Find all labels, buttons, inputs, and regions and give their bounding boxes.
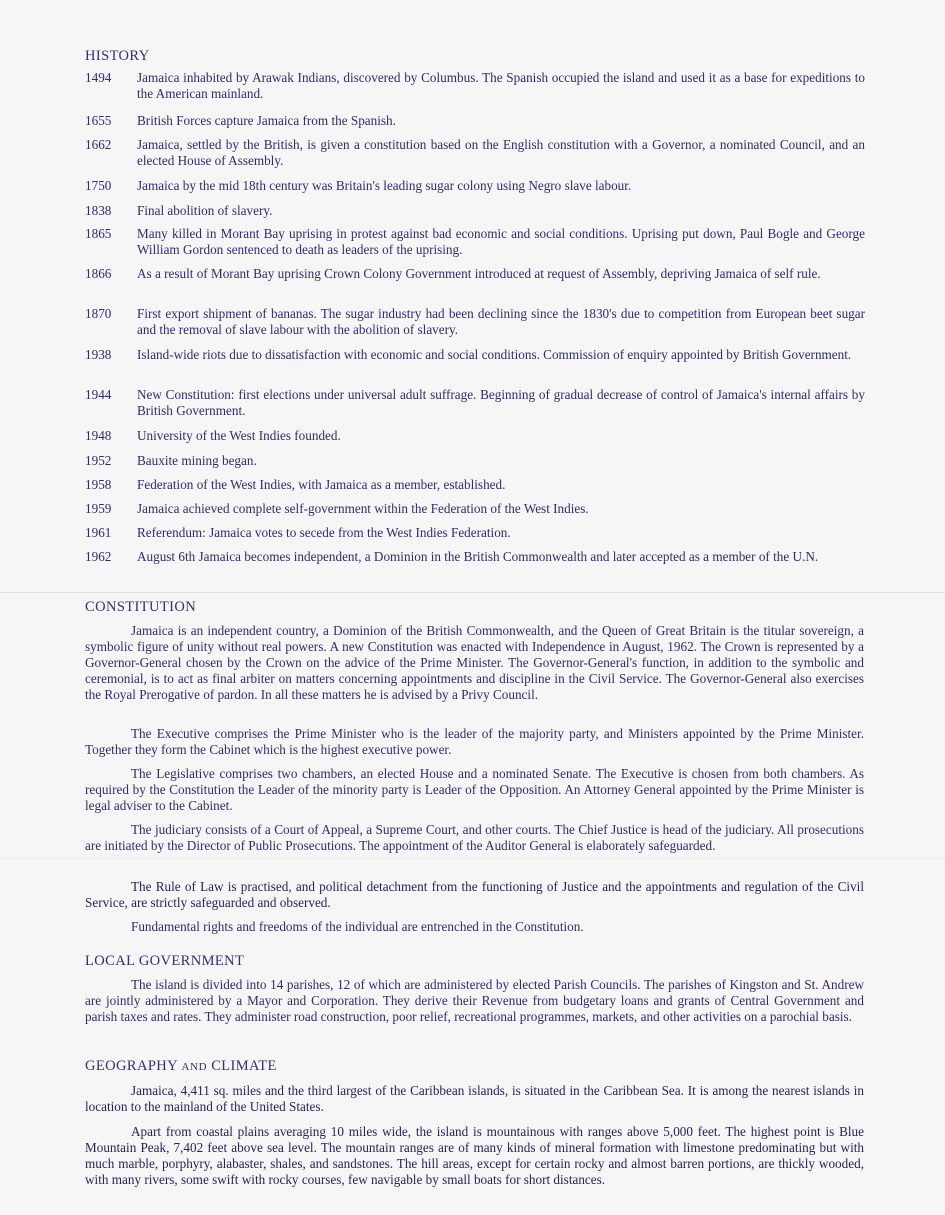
history-year: 1959: [85, 501, 112, 516]
history-text: Referendum: Jamaica votes to secede from the West Indies Federation.: [137, 525, 511, 540]
history-year: 1958: [85, 477, 112, 492]
history-year: 1494: [85, 70, 112, 85]
constitution-paragraph: The Executive comprises the Prime Minister who is the leader of the majority party, and Ministers appointed by the Prime Minister. Together they form the Cabinet which is the highest executive power.: [85, 726, 864, 757]
history-year: 1838: [85, 203, 112, 218]
geography-heading-main: GEOGRAPHY: [85, 1058, 178, 1074]
paper-fold-line: [0, 592, 945, 593]
history-text: University of the West Indies founded.: [137, 428, 341, 443]
geography-heading-end: CLIMATE: [211, 1058, 277, 1074]
history-year: 1870: [85, 306, 112, 321]
constitution-paragraph: Jamaica is an independent country, a Dominion of the British Commonwealth, and the Queen of Great Britain is the titular sovereign, a symbolic figure of unity without real powers. A new Constitution was enacted with Independence in August, 1962. The Crown is represented by a Governor-General chosen by the Crown on the advice of the Prime Minister. The Governor-General's function, in addition to the symbolic and ceremonial, is to act as final arbiter on matters concerning appointments and discipline in the Civil Service. The Governor-General also exercises the Royal Prerogative of pardon. In all these matters he is advised by a Privy Council.: [85, 623, 864, 702]
history-text: August 6th Jamaica becomes independent, a Dominion in the British Commonwealth and later accepted as a member of the U.N.: [137, 549, 819, 564]
constitution-paragraph: The Rule of Law is practised, and political detachment from the functioning of Justice and the appointments and regulation of the Civil Service, are strictly safeguarded and observed.: [85, 879, 864, 910]
history-year: 1948: [85, 428, 112, 443]
geography-heading: [85, 1058, 277, 1075]
history-text: Jamaica by the mid 18th century was Britain's leading sugar colony using Negro slave labour.: [137, 178, 632, 193]
constitution-paragraph: Fundamental rights and freedoms of the individual are entrenched in the Constitution.: [131, 919, 584, 934]
history-year: 1961: [85, 525, 112, 540]
history-text: Many killed in Morant Bay uprising in protest against bad economic and social conditions. Uprising put down, Paul Bogle and George William Gordon sentenced to death as leaders of the uprising.: [137, 226, 865, 257]
history-text: British Forces capture Jamaica from the Spanish.: [137, 113, 396, 128]
paper-fold-line: [0, 858, 945, 859]
history-year: 1750: [85, 178, 112, 193]
history-year: 1662: [85, 137, 112, 152]
constitution-paragraph: The Legislative comprises two chambers, an elected House and a nominated Senate. The Executive is chosen from both chambers. As required by the Constitution the Leader of the minority party is Leader of the Opposition. An Attorney General appointed by the Prime Minister is legal adviser to the Cabinet.: [85, 766, 864, 813]
history-year: 1944: [85, 387, 112, 402]
history-year: 1938: [85, 347, 112, 362]
history-year: 1866: [85, 266, 112, 281]
local-government-paragraph: The island is divided into 14 parishes, 12 of which are administered by elected Parish Councils. The parishes of Kingston and St. Andrew are jointly administered by a Mayor and Corporation. They derive their Revenue from budgetary loans and grants of Central Government and parish taxes and rates. They administer road construction, poor relief, recreational programmes, markets, and other activities on a parochial basis.: [85, 977, 864, 1024]
history-text: Bauxite mining began.: [137, 453, 257, 468]
history-text: First export shipment of bananas. The sugar industry had been declining since the 1830's due to competition from European beet sugar and the removal of slave labour with the abolition of slavery.: [137, 306, 865, 337]
history-year: 1655: [85, 113, 112, 128]
geography-heading-and: AND: [181, 1061, 208, 1073]
history-text: Jamaica, settled by the British, is given a constitution based on the English constitution with a Governor, a nominated Council, and an elected House of Assembly.: [137, 137, 865, 168]
history-text: As a result of Morant Bay uprising Crown Colony Government introduced at request of Assembly, depriving Jamaica of self rule.: [137, 266, 821, 281]
history-text: Federation of the West Indies, with Jamaica as a member, established.: [137, 477, 506, 492]
history-text: Final abolition of slavery.: [137, 203, 273, 218]
history-text: Island-wide riots due to dissatisfaction with economic and social conditions. Commission of enquiry appointed by British Government.: [137, 347, 852, 362]
history-year: 1952: [85, 453, 112, 468]
history-text: Jamaica achieved complete self-government within the Federation of the West Indies.: [137, 501, 589, 516]
local-government-heading: LOCAL GOVERNMENT: [85, 953, 245, 969]
constitution-heading: CONSTITUTION: [85, 599, 197, 615]
history-heading: HISTORY: [85, 48, 150, 64]
geography-paragraph: Jamaica, 4,411 sq. miles and the third largest of the Caribbean islands, is situated in the Caribbean Sea. It is among the nearest islands in location to the mainland of the United States.: [85, 1083, 864, 1114]
history-text: New Constitution: first elections under universal adult suffrage. Beginning of gradual decrease of control of Jamaica's internal affairs by British Government.: [137, 387, 865, 418]
history-year: 1962: [85, 549, 112, 564]
constitution-paragraph: The judiciary consists of a Court of Appeal, a Supreme Court, and other courts. The Chief Justice is head of the judiciary. All prosecutions are initiated by the Director of Public Prosecutions. The appointment of the Auditor General is elaborately safeguarded.: [85, 822, 864, 853]
history-year: 1865: [85, 226, 112, 241]
geography-paragraph: Apart from coastal plains averaging 10 miles wide, the island is mountainous with ranges above 5,000 feet. The highest point is Blue Mountain Peak, 7,402 feet above sea level. The mountain ranges are of many kinds of mineral formation with limestone predominating but with much marble, porphyry, alabaster, shales, and sandstones. The hill areas, except for certain rocky and almost barren portions, are thickly wooded, with many rivers, some swift with rocky courses, few navigable by small boats for short distances.: [85, 1124, 864, 1187]
history-text: Jamaica inhabited by Arawak Indians, discovered by Columbus. The Spanish occupied the island and used it as a base for expeditions to the American mainland.: [137, 70, 865, 101]
